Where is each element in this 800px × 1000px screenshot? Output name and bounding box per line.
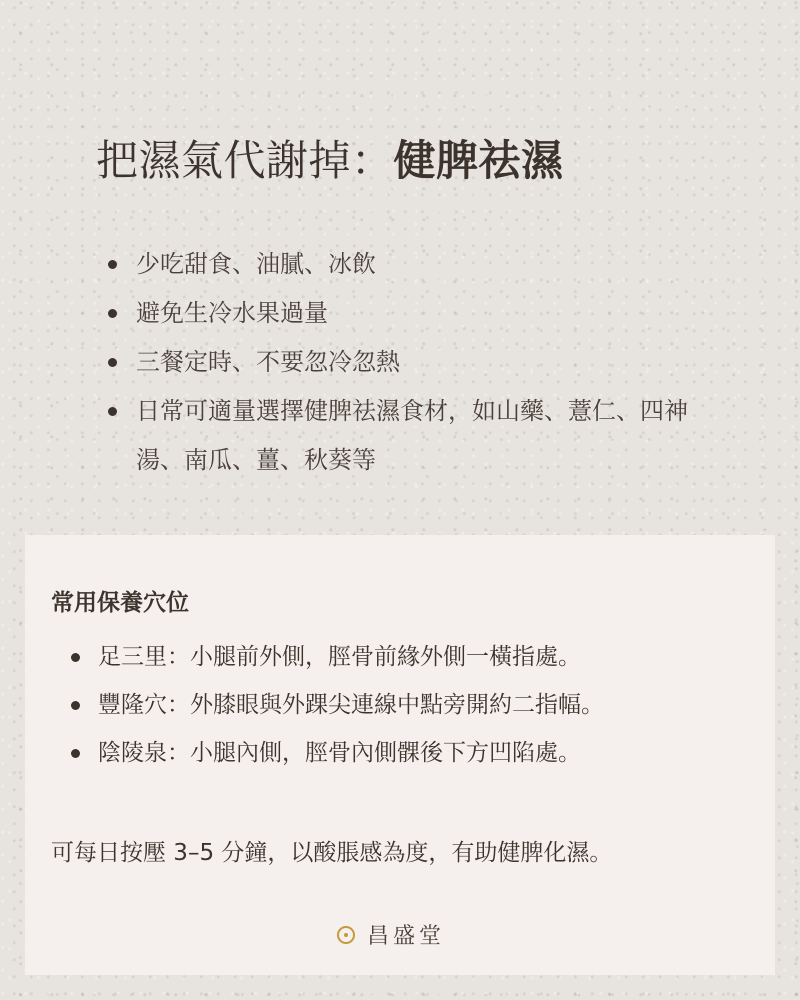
bullet-icon bbox=[71, 701, 80, 710]
tips-list bbox=[108, 240, 688, 485]
tip-text: 避免生冷水果過量 bbox=[136, 299, 328, 327]
acupoint-text: 足三里：小腿前外側，脛骨前緣外側一橫指處。 bbox=[98, 644, 581, 670]
circle-dot-icon bbox=[337, 926, 355, 944]
acupoint-text: 陰陵泉：小腿內側，脛骨內側髁後下方凹陷處。 bbox=[98, 740, 581, 766]
bullet-icon bbox=[108, 358, 117, 367]
bullet-icon bbox=[71, 749, 80, 758]
list-item bbox=[71, 729, 771, 777]
panel-heading: 常用保養穴位 bbox=[51, 590, 189, 616]
bullet-icon bbox=[108, 309, 117, 318]
list-item bbox=[71, 633, 771, 681]
tip-text: 三餐定時、不要忽冷忽熱 bbox=[136, 348, 400, 376]
massage-note: 可每日按壓 3–5 分鐘，以酸脹感為度，有助健脾化濕。 bbox=[51, 840, 613, 866]
tip-text: 日常可適量選擇健脾祛濕食材，如山藥、薏仁、四神湯、南瓜、薑、秋葵等 bbox=[136, 397, 688, 474]
list-item bbox=[108, 240, 688, 289]
acupoint-list bbox=[71, 633, 771, 777]
title-emphasis: 健脾祛濕 bbox=[393, 136, 564, 185]
tip-text: 少吃甜食、油膩、冰飲 bbox=[136, 250, 376, 278]
brand-name: 昌盛堂 bbox=[367, 924, 446, 949]
bullet-icon bbox=[71, 653, 80, 662]
title-main: 把濕氣代謝掉： bbox=[96, 136, 394, 185]
list-item bbox=[108, 338, 688, 387]
bullet-icon bbox=[108, 260, 117, 269]
bullet-icon bbox=[108, 407, 117, 416]
acupoint-text: 豐隆穴：外膝眼與外踝尖連線中點旁開約二指幅。 bbox=[98, 692, 604, 718]
list-item bbox=[108, 289, 688, 338]
list-item bbox=[108, 387, 688, 485]
page-title bbox=[96, 133, 564, 189]
acupoint-panel bbox=[25, 535, 775, 975]
list-item bbox=[71, 681, 771, 729]
brand-footer bbox=[337, 919, 445, 950]
